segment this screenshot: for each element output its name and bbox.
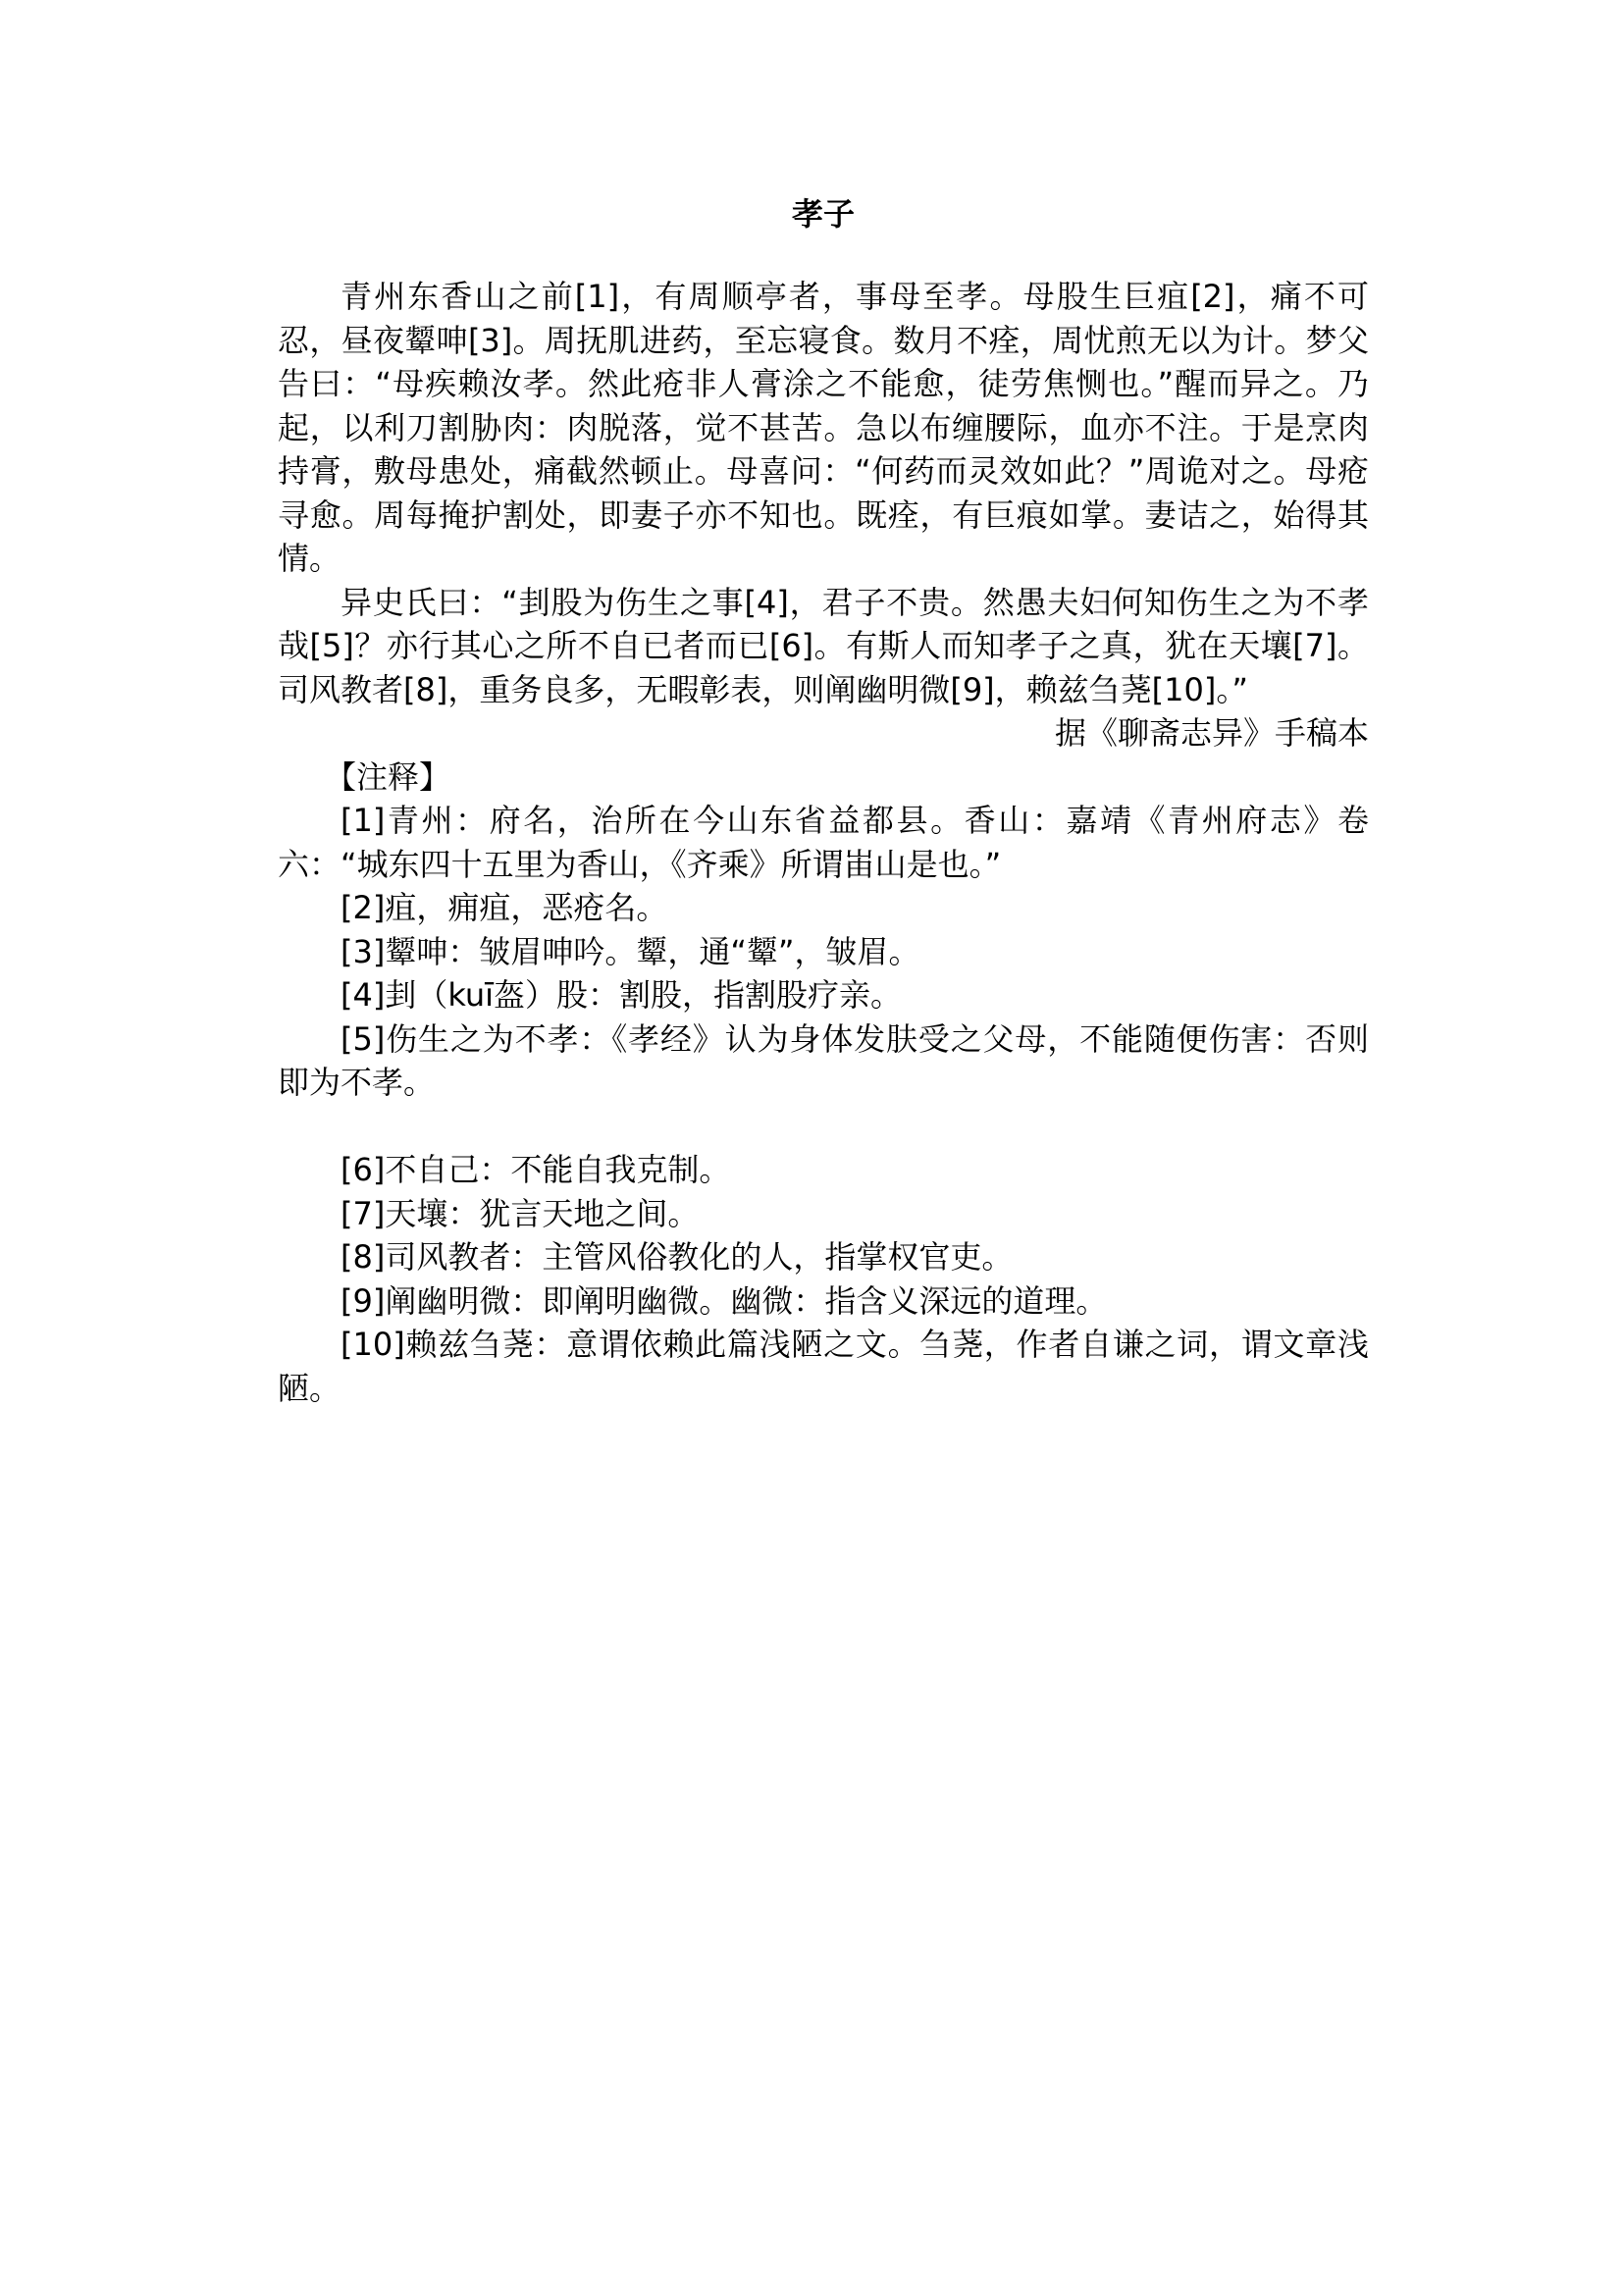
document-page — [278, 192, 1369, 1410]
note-item: [4]刲（kuī盔）股：割股，指割股疗亲。 — [341, 976, 903, 1014]
blank-line — [278, 1105, 1369, 1149]
note-item: [2]疽，痈疽，恶疮名。 — [341, 889, 668, 926]
note-item: [6]不自己：不能自我克制。 — [341, 1151, 731, 1188]
commentary-paragraph: 异史氏曰：“刲股为伤生之事[4]，君子不贵。然愚夫妇何知伤生之为不孝哉[5]？亦行其心之所不自已者而已[6]。有斯人而知孝子之真，犹在天壤[7]。司风教者[8]，重务良多，无暇彰表，则阐幽明微[9]，赖兹刍荛[10]。” — [278, 583, 1369, 708]
note-item: [9]阐幽明微：即阐明幽微。幽微：指含义深远的道理。 — [341, 1281, 1108, 1320]
notes-heading: 【注释】 — [325, 757, 451, 796]
note-item: [1]青州：府名，治所在今山东省益都县。香山：嘉靖《青州府志》卷六：“城东四十五里为香山，《齐乘》所谓峀山是也。” — [278, 802, 1369, 883]
story-paragraph: 青州东香山之前[1]，有周顺亭者，事母至孝。母股生巨疽[2]，痛不可忍，昼夜颦呻[3]。周抚肌进药，至忘寝食。数月不痊，周忧煎无以为计。梦父告曰：“母疾赖汝孝。然此疮非人膏涂之不能愈，徒劳焦恻也。”醒而异之。乃起，以利刀割胁肉：肉脱落，觉不甚苦。急以布缠腰际，血亦不注。于是烹肉持膏，敷母患处，痛截然顿止。母喜问：“何药而灵效如此？”周诡对之。母疮寻愈。周每掩护割处，即妻子亦不知也。既痊，有巨痕如掌。妻诘之，始得其情。 — [278, 278, 1369, 577]
note-item: [8]司风教者：主管风俗教化的人，指掌权官吏。 — [341, 1238, 1014, 1276]
source-citation: 据《聊斋志异》手稿本 — [1054, 714, 1369, 752]
note-item: [3]颦呻：皱眉呻吟。颦，通“颦”，皱眉。 — [341, 932, 920, 970]
note-item: [10]赖兹刍荛：意谓依赖此篇浅陋之文。刍荛，作者自谦之词，谓文章浅陋。 — [278, 1326, 1369, 1407]
note-item: [5]伤生之为不孝：《孝经》认为身体发肤受之父母，不能随便伤害：否则即为不孝。 — [278, 1019, 1369, 1101]
note-item: [7]天壤：犹言天地之间。 — [341, 1194, 700, 1232]
document-title: 孝子 — [791, 195, 855, 233]
